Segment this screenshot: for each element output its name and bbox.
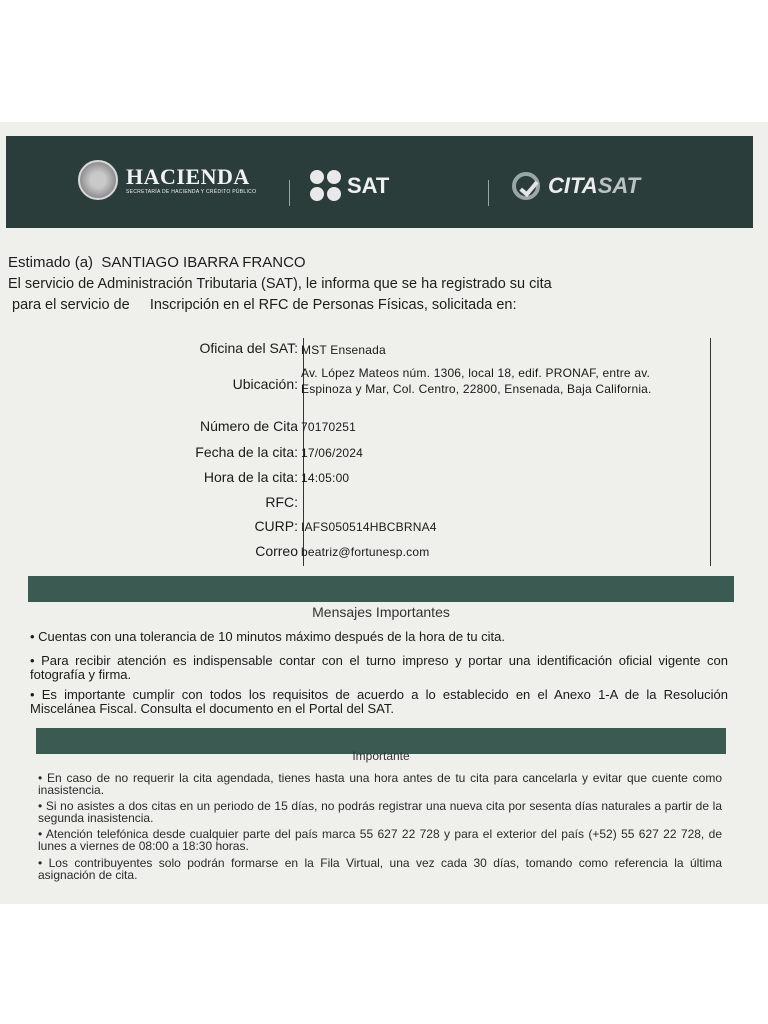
checkmark-icon <box>512 172 540 200</box>
appointment-document <box>0 122 768 904</box>
hora-value: 14:05:00 <box>301 471 350 485</box>
service-name: Inscripción en el RFC de Personas Físicas, solicitada en: <box>149 297 517 313</box>
greeting-label: Estimado (a) <box>8 254 94 271</box>
ubicacion-value-2: Espinoza y Mar, Col. Centro, 22800, Ensenada, Baja California. <box>301 382 652 396</box>
sat-logo <box>310 170 389 201</box>
citasat-wordmark-cita: CITA <box>548 173 598 198</box>
citasat-logo <box>512 172 640 200</box>
service-line <box>12 297 517 313</box>
mensaje-item: • Cuentas con una tolerancia de 10 minutos máximo después de la hora de tu cita. <box>30 629 506 644</box>
numero-value: 70170251 <box>301 420 356 434</box>
logo-divider <box>289 180 290 206</box>
correo-label: Correo <box>255 543 298 559</box>
hacienda-logo <box>78 160 256 200</box>
section-bar <box>28 576 734 602</box>
hacienda-subtitle: SECRETARÍA DE HACIENDA Y CRÉDITO PÚBLICO <box>126 188 257 195</box>
hacienda-title: HACIENDA <box>126 163 250 189</box>
logo-divider <box>488 180 489 206</box>
importante-item: • Si no asistes a dos citas en un periodo de 15 días, no podrás registrar una nueva cita por sesenta días naturales a partir de la segunda inasistencia. <box>38 799 722 825</box>
oficina-value: MST Ensenada <box>301 343 386 357</box>
correo-value: beatriz@fortunesp.com <box>301 545 430 559</box>
hora-label: Hora de la cita: <box>203 469 298 485</box>
importante-item: • Los contribuyentes solo podrán formarse en la Fila Virtual, una vez cada 30 días, tomando como referencia la última asignación de cita. <box>38 856 722 882</box>
sat-wordmark: SAT <box>347 172 390 198</box>
service-prefix: para el servicio de <box>12 297 130 313</box>
ubicacion-label: Ubicación: <box>232 376 298 392</box>
ubicacion-value-1: Av. López Mateos núm. 1306, local 18, edif. PRONAF, entre av. <box>301 366 651 380</box>
curp-value: IAFS050514HBCBRNA4 <box>301 520 437 534</box>
mensajes-title: Mensajes Importantes <box>312 604 450 620</box>
recipient-name: SANTIAGO IBARRA FRANCO <box>101 254 306 271</box>
notice-line: El servicio de Administración Tributaria (SAT), le informa que se ha registrado su cita <box>8 276 552 292</box>
importante-item: • En caso de no requerir la cita agendada, tienes hasta una hora antes de tu cita para cancelarla y evitar que cuente como inasistencia. <box>38 771 722 797</box>
sat-dots-icon <box>310 170 341 201</box>
header-banner <box>6 136 753 228</box>
importante-title: Importante <box>352 749 410 763</box>
importante-item: • Atención telefónica desde cualquier parte del país marca 55 627 22 728 y para el exterior del país (+52) 55 627 22 728, de lunes a viernes de 08:00 a 18:30 horas. <box>38 827 722 853</box>
greeting-line <box>8 254 306 271</box>
mensaje-item: • Para recibir atención es indispensable contar con el turno impreso y portar una identificación oficial vigente con fotografía y firma. <box>30 653 728 682</box>
curp-label: CURP: <box>254 518 298 534</box>
details-border <box>710 338 711 566</box>
national-seal-icon <box>78 160 118 200</box>
oficina-label: Oficina del SAT: <box>199 340 298 356</box>
mensaje-item: • Es importante cumplir con todos los requisitos de acuerdo a lo establecido en el Anexo 1-A de la Resolución Miscelánea Fiscal. Consulta el documento en el Portal del SAT. <box>30 687 728 716</box>
rfc-label: RFC: <box>265 494 298 510</box>
numero-label: Número de Cita <box>199 418 298 434</box>
citasat-wordmark-sat: SAT <box>597 173 641 198</box>
fecha-value: 17/06/2024 <box>301 446 364 460</box>
fecha-label: Fecha de la cita: <box>195 444 298 460</box>
